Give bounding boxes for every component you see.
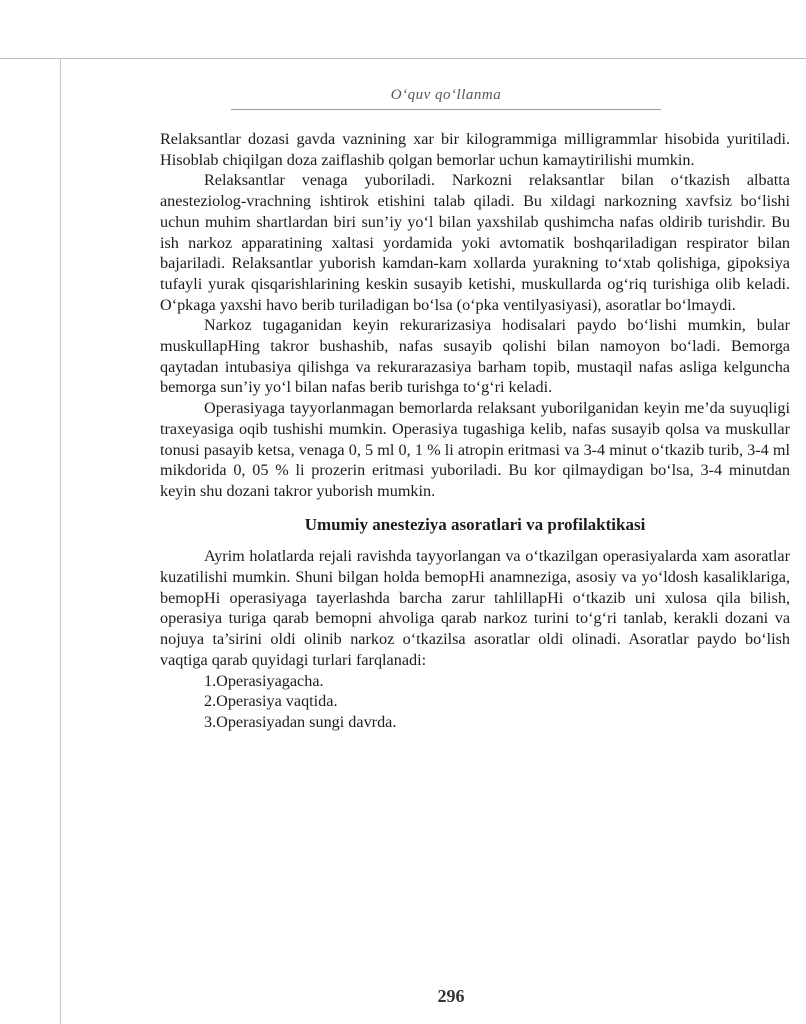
list-item: 3.Operasiyadan sungi davrda.	[204, 712, 397, 731]
running-title: O‘quv qo‘llanma	[390, 87, 502, 103]
scan-top-margin	[0, 0, 806, 59]
paragraph-4: Operasiyaga tayyorlanmagan bemorlarda relaksant yuborilganidan keyin me’da suyuqligi traxeyasiga oqib tushishi mumkin. Operasiya tugashiga kelib, nafas susayib qolsa va muskullar tonusi pasayib ketsa, venaga 0, 5 ml 0, 1 % li atropin eritmasi va 3-4 minut o‘tkazib turib, 3-4 ml mikdorida 0, 05 % li prozerin eritmasi yuboriladi. Bu kor qilmaydigan bo‘lsa, 3-4 minutdan keyin shu dozani takror yuborish mumkin.	[160, 399, 790, 500]
section-heading: Umumiy anesteziya asoratlari va profilaktikasi	[304, 514, 646, 534]
section-intro: Ayrim holatlarda rejali ravishda tayyorlangan va o‘tkazilgan operasiyalarda xam asoratlar kuzatilishi mumkin. Shuni bilgan holda bemopHi anamneziga, asosiy va yo‘ldosh kasaliklariga, bemopHi operasiyaga tayerlashda barcha zarur tahlillapHi o‘tkazib uni xulosa qila bilish, operasiya turiga qarab bemopni ahvoliga qarab narkoz turini to‘g‘ri tanlab, kerakli dozani va nojuya ta’sirini oldi olinib narkoz o‘tkazilsa asoratlar oldi olinadi. Asoratlar paydo bo‘lish vaqtiga qarab quyidagi turlari farqlanadi:	[160, 547, 790, 669]
page-number: 296	[437, 986, 465, 1006]
paragraph-2: Relaksantlar venaga yuboriladi. Narkozni relaksantlar bilan o‘tkazish albatta anesteziolog-vrachning ishtirok etishini talab qiladi. Bu xildagi narkozning xavfsiz bo‘lishi uchun muhim shartlardan biri sun’iy yo‘l bilan yaxshilab qushimcha nafas oldirib turishdir. Bu ish narkoz apparatining xaltasi yordamida yoki avtomatik boshqariladigan respirator bilan bajariladi. Relaksantlar yuborish kamdan-kam xollarda yurakning to‘xtab qolishiga, gipoksiya tufayli yurak qisqarishlarining keskin susayib ketishi, muskullarda og‘riq turishiga olib keladi. O‘pkaga yaxshi havo berib turiladigan bo‘lsa (o‘pka ventilyasiyasi), asoratlar bo‘lmaydi.	[160, 171, 790, 314]
page-body	[160, 129, 790, 733]
list-item: 2.Operasiya vaqtida.	[204, 692, 338, 711]
paragraph-3: Narkoz tugaganidan keyin rekurarizasiya hodisalari paydo bo‘lishi mumkin, bular muskullapHing takror bushashib, nafas susayib qolishi bilan namoyon bo‘ladi. Bemorga qaytadan intubasiya qilishga va rekurarazasiya barham topib, mustaqil nafas asliga kelguncha bemorga sun’iy yo‘l bilan nafas berib turishga to‘g‘ri keladi.	[160, 316, 790, 397]
book-page	[61, 59, 806, 1024]
paragraph-1: Relaksantlar dozasi gavda vaznining xar bir kilogrammiga milligrammlar hisobida yuritiladi. Hisoblab chiqilgan doza zaiflashib qolgan bemorlar uchun kamaytirilishi mumkin.	[160, 130, 790, 169]
list-item: 1.Operasiyagacha.	[204, 671, 324, 690]
header-rule	[231, 109, 661, 110]
